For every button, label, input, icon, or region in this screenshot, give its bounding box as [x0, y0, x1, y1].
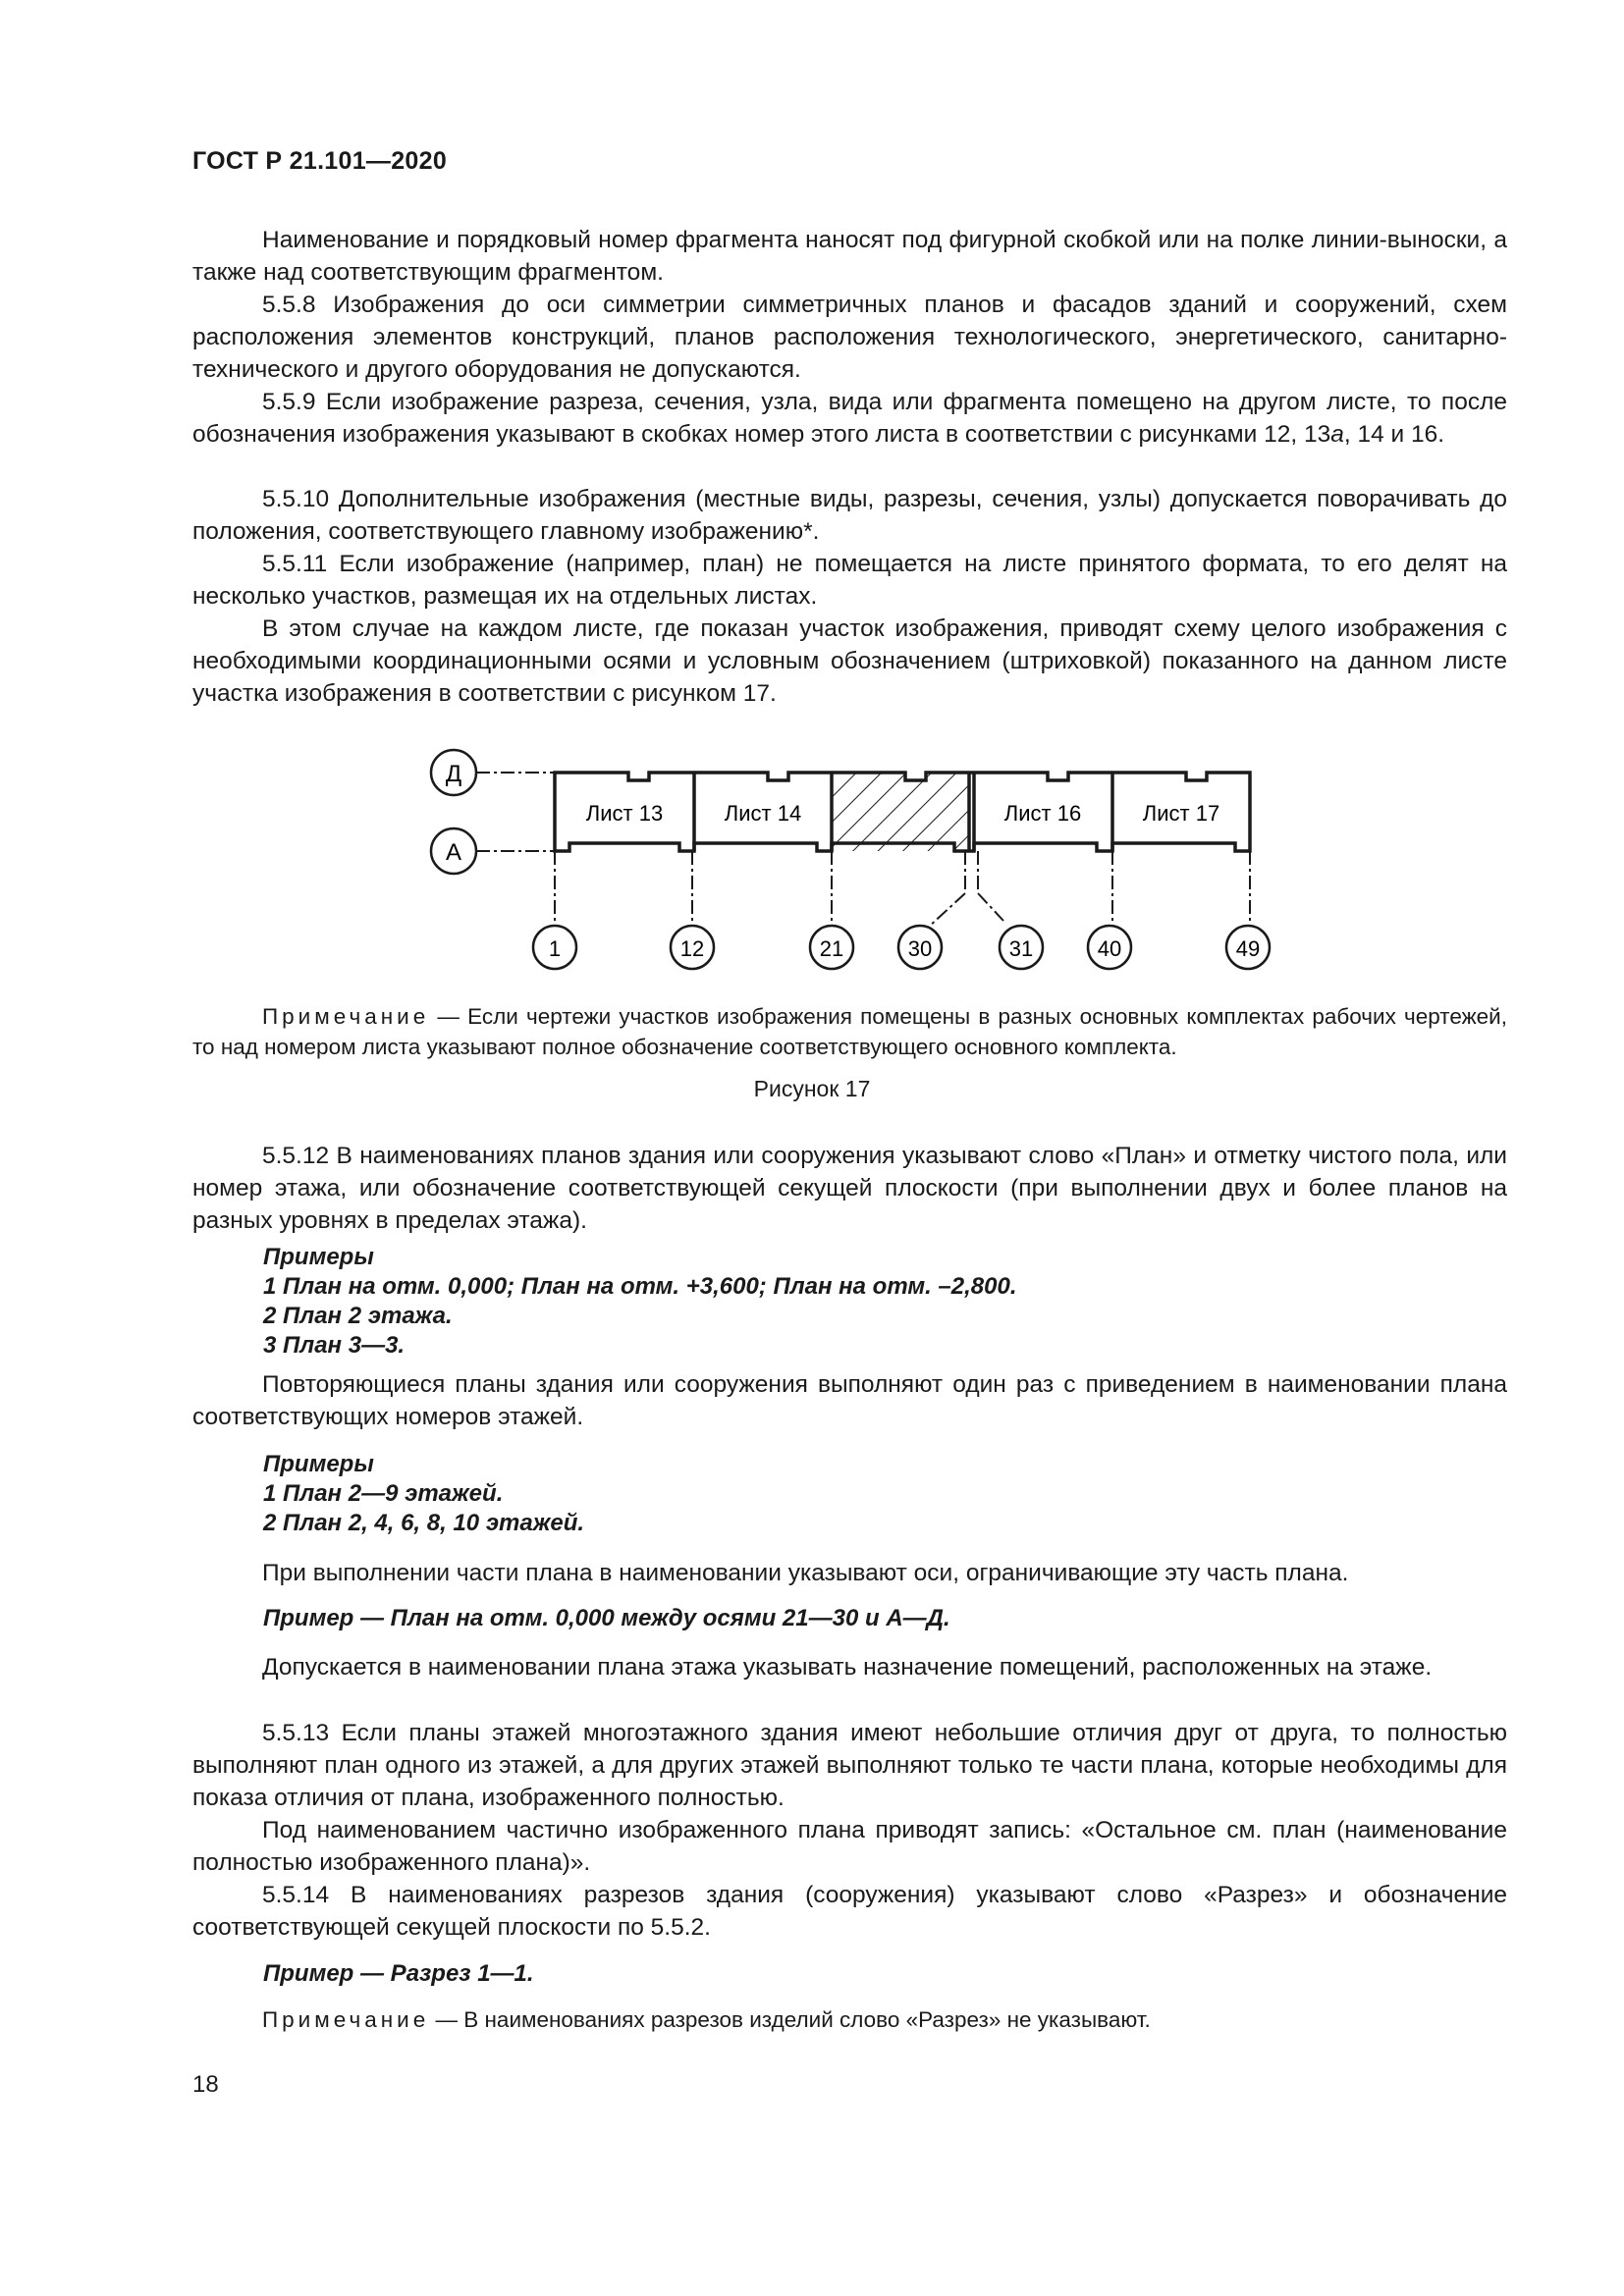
- sheet-label-17: Лист 17: [1142, 801, 1220, 826]
- example-axes: Пример — План на отм. 0,000 между осями 21—30 и А—Д.: [263, 1605, 950, 1631]
- page-number: 18: [192, 2071, 219, 2098]
- column-axis-label: 40: [1097, 936, 1122, 961]
- column-axis-21: [810, 926, 853, 969]
- column-axis-30: [898, 926, 942, 969]
- paragraph-5-5-9: 5.5.9 Если изображение разреза, сечения, узла, вида или фрагмента помещено на другом листе, то после обозначения изображения указывают в скобках номер этого листа в соответствии с рисунками 12, 13а, 14 и 16.: [192, 389, 1507, 448]
- paragraph-5-5-12: 5.5.12 В наименованиях планов здания или сооружения указывают слово «План» и отметку чистого пола, или номер этажа, или обозначение соответствующей секущей плоскости (при выполнении двух и более планов на разных уровнях в пределах этажа).: [192, 1143, 1507, 1234]
- paragraph-sheet-scheme: В этом случае на каждом листе, где показан участок изображения, приводят схему целого изображения с необходимыми координационными осями и условным обозначением (штриховкой) показанного на данном листе участка изображения в соответствии с рисунком 17.: [192, 615, 1507, 707]
- row-axis-d: [431, 750, 555, 795]
- paragraph-5-5-14: 5.5.14 В наименованиях разрезов здания (сооружения) указывают слово «Разрез» и обозначение соответствующей секущей плоскости по 5.5.2.: [192, 1882, 1507, 1941]
- example-item: 1 План на отм. 0,000; План на отм. +3,600; План на отм. –2,800.: [263, 1273, 1017, 1300]
- paragraph-5-5-10: 5.5.10 Дополнительные изображения (местные виды, разрезы, сечения, узлы) допускается поворачивать до положения, соответствующего главному изображению*.: [192, 486, 1507, 545]
- sheet-label-16: Лист 16: [1003, 801, 1082, 826]
- example-item: 2 План 2 этажа.: [263, 1303, 453, 1329]
- row-axis-label: А: [445, 839, 462, 866]
- paragraph-fragment-naming: Наименование и порядковый номер фрагмента наносят под фигурной скобкой или на полке линии-выноски, а также над соответствующим фрагментом.: [192, 227, 1507, 286]
- examples-2-heading: Примеры: [263, 1451, 374, 1477]
- column-axis-label: 49: [1235, 936, 1261, 961]
- column-axis-12: [671, 926, 714, 969]
- document-header: ГОСТ Р 21.101—2020: [192, 147, 448, 175]
- paragraph-partial-plan-note: Под наименованием частично изображенного плана приводят запись: «Остальное см. план (наименование полностью изображенного плана)».: [192, 1817, 1507, 1876]
- example-item: 1 План 2—9 этажей.: [263, 1480, 504, 1507]
- hatched-section: [832, 773, 969, 851]
- row-axis-a: [431, 828, 555, 874]
- row-axis-label: Д: [445, 761, 462, 787]
- examples-1-heading: Примеры: [263, 1244, 374, 1270]
- section-note: Примечание — В наименованиях разрезов изделий слово «Разрез» не указывают.: [262, 2007, 1151, 2032]
- sheet-label-14: Лист 14: [724, 801, 802, 826]
- figure-caption: Рисунок 17: [753, 1076, 871, 1101]
- column-axis-label: 31: [1008, 936, 1034, 961]
- example-item: 3 План 3—3.: [263, 1332, 406, 1359]
- column-axis-49: [1226, 926, 1270, 969]
- figure-note: Примечание — Если чертежи участков изображения помещены в разных основных комплектах рабочих чертежей, то над номером листа указывают полное обозначение соответствующего основного комплекта.: [192, 1004, 1507, 1059]
- example-item: 2 План 2, 4, 6, 8, 10 этажей.: [263, 1510, 585, 1536]
- column-axis-label: 12: [679, 936, 705, 961]
- paragraph-5-5-11: 5.5.11 Если изображение (например, план) не помещается на листе принятого формата, то его делят на несколько участков, размещая их на отдельных листах.: [192, 551, 1507, 610]
- column-axis-label: 1: [548, 936, 562, 961]
- sheet-label-13: Лист 13: [585, 801, 664, 826]
- column-axis-label: 30: [907, 936, 933, 961]
- column-axis-40: [1088, 926, 1131, 969]
- paragraph-5-5-13: 5.5.13 Если планы этажей многоэтажного здания имеют небольшие отличия друг от друга, то полностью выполняют план одного из этажей, а для других этажей выполняют только те части плана, которые необходимы для показа отличия от плана, изображенного полностью.: [192, 1720, 1507, 1811]
- paragraph-room-purpose: Допускается в наименовании плана этажа указывать назначение помещений, расположенных на этаже.: [262, 1654, 1433, 1681]
- column-axis-1: [533, 926, 576, 969]
- column-axis-label: 21: [819, 936, 844, 961]
- paragraph-repeated-plans: Повторяющиеся планы здания или сооружения выполняют один раз с приведением в наименовании плана соответствующих номеров этажей.: [192, 1371, 1507, 1430]
- column-axis-31: [1000, 926, 1043, 969]
- paragraph-5-5-8: 5.5.8 Изображения до оси симметрии симметричных планов и фасадов зданий и сооружений, схем расположения элементов конструкций, планов расположения технологического, энергетического, санитарно-технического и другого оборудования не допускаются.: [192, 292, 1507, 383]
- figure-17-diagram: [412, 741, 1276, 977]
- paragraph-partial-plan: При выполнении части плана в наименовании указывают оси, ограничивающие эту часть плана.: [262, 1560, 1349, 1586]
- example-section: Пример — Разрез 1—1.: [263, 1960, 534, 1987]
